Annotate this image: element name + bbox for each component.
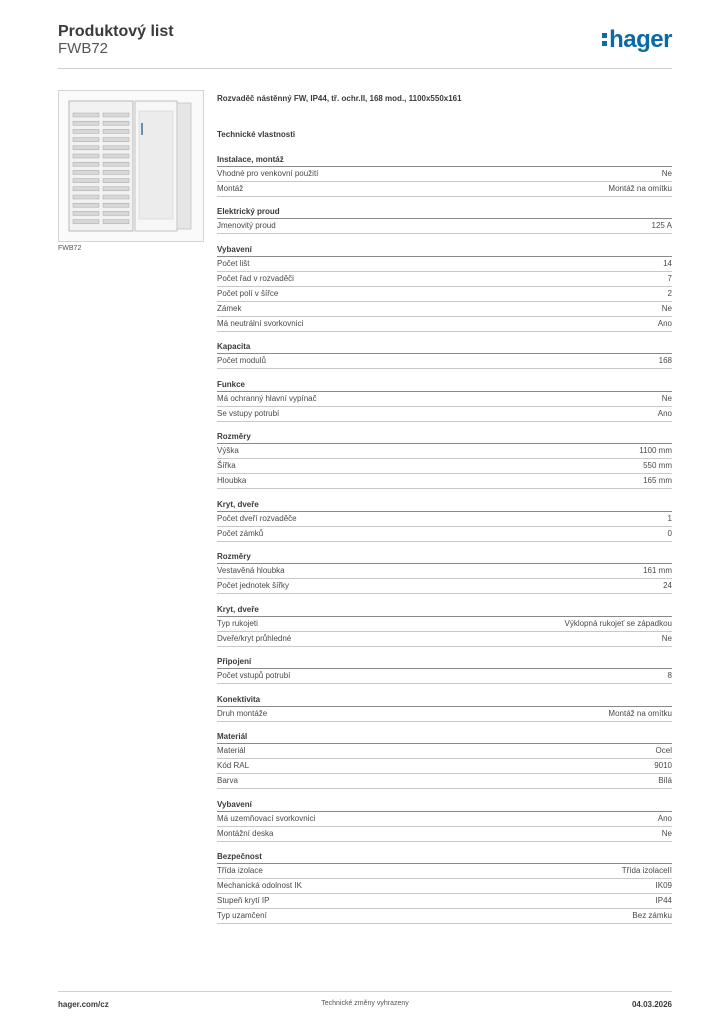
spec-value: 1100 mm <box>639 446 672 455</box>
din-rail <box>73 113 99 117</box>
spec-row <box>217 909 672 924</box>
spec-group-title: Rozměry <box>217 551 672 564</box>
spec-row <box>217 354 672 369</box>
spec-label: Typ uzamčení <box>217 911 267 920</box>
spec-label: Počet dveří rozvaděče <box>217 513 297 523</box>
spec-group-title: Funkce <box>217 379 672 392</box>
din-rail <box>103 211 129 215</box>
spec-label: Se vstupy potrubí <box>217 408 280 418</box>
spec-label: Počet vstupů potrubí <box>217 671 291 680</box>
spec-group-title: Kapacita <box>217 341 672 354</box>
spec-row <box>217 827 672 842</box>
din-rail <box>103 113 129 117</box>
page-footer <box>58 991 672 1012</box>
din-rail <box>73 220 99 224</box>
spec-label: Stupeň krytí IP <box>217 896 270 905</box>
spec-row <box>217 167 672 182</box>
spec-value: Bez zámku <box>632 911 672 920</box>
din-rail <box>73 195 99 199</box>
spec-value: 24 <box>663 581 672 590</box>
product-description: Rozvaděč nástěnný FW, IP44, tř. ochr.II, 168 mod., 1100x550x161 <box>217 94 462 103</box>
spec-row <box>217 669 672 684</box>
din-rail <box>103 187 129 191</box>
spec-label: Vestavěná hloubka <box>217 566 285 575</box>
spec-group <box>217 799 672 842</box>
spec-group <box>217 551 672 594</box>
spec-group-title: Instalace, montáž <box>217 154 672 167</box>
spec-value: IP44 <box>655 896 672 905</box>
spec-group-title: Připojení <box>217 656 672 669</box>
spec-value: 14 <box>663 258 672 268</box>
spec-value: IK09 <box>655 881 672 890</box>
spec-row <box>217 257 672 272</box>
spec-row <box>217 182 672 197</box>
spec-value: Montáž na omítku <box>608 708 672 718</box>
spec-group <box>217 499 672 542</box>
specifications <box>217 94 672 924</box>
din-rail <box>103 179 129 183</box>
din-rail <box>103 220 129 224</box>
distribution-board-icon <box>59 91 203 241</box>
spec-label: Má uzemňovací svorkovnici <box>217 813 316 823</box>
spec-value: 161 mm <box>643 566 672 575</box>
spec-value: Ne <box>661 633 672 643</box>
din-rail <box>103 121 129 125</box>
document-title: Produktový list <box>58 23 174 40</box>
spec-groups <box>217 154 672 925</box>
spec-group <box>217 154 672 197</box>
spec-row <box>217 707 672 722</box>
logo-text: hager <box>609 26 672 53</box>
spec-row <box>217 579 672 594</box>
product-image <box>58 90 204 242</box>
spec-group-title: Konektivita <box>217 694 672 707</box>
spec-row <box>217 272 672 287</box>
spec-row <box>217 632 672 647</box>
spec-value: 550 mm <box>643 461 672 470</box>
spec-group <box>217 604 672 647</box>
din-rail <box>73 203 99 207</box>
spec-value: 125 A <box>651 221 672 230</box>
spec-value: Ne <box>661 303 672 313</box>
spec-group <box>217 341 672 369</box>
spec-label: Počet řad v rozvaděči <box>217 273 294 283</box>
din-rail <box>73 121 99 125</box>
section-title-technical: Technické vlastnosti <box>217 130 296 139</box>
spec-group-title: Bezpečnost <box>217 851 672 864</box>
spec-value: Výklopná rukojeť se západkou <box>564 618 672 628</box>
spec-value: Bílá <box>658 776 672 785</box>
spec-label: Materiál <box>217 746 246 755</box>
spec-group-title: Materiál <box>217 731 672 744</box>
spec-row <box>217 774 672 789</box>
spec-value: 1 <box>667 513 672 523</box>
spec-label: Počet lišt <box>217 258 250 268</box>
spec-row <box>217 812 672 827</box>
spec-label: Počet modulů <box>217 356 266 365</box>
spec-value: Ocel <box>655 746 672 755</box>
din-rail <box>103 146 129 150</box>
spec-label: Třída izolace <box>217 866 263 875</box>
footer-notice: Technické změny vyhrazeny <box>321 1000 409 1007</box>
spec-label: Má ochranný hlavní vypínač <box>217 393 317 403</box>
spec-group <box>217 656 672 684</box>
spec-value: 9010 <box>654 761 672 770</box>
spec-value: 168 <box>658 356 672 365</box>
spec-group-title: Rozměry <box>217 431 672 444</box>
spec-group-title: Vybavení <box>217 244 672 257</box>
spec-row <box>217 317 672 332</box>
spec-row <box>217 219 672 234</box>
spec-row <box>217 564 672 579</box>
spec-value: Ano <box>657 813 672 823</box>
spec-value: Ano <box>657 408 672 418</box>
spec-row <box>217 512 672 527</box>
spec-label: Hloubka <box>217 476 247 485</box>
spec-label: Typ rukojeti <box>217 618 258 628</box>
page-header <box>58 20 672 69</box>
din-rail <box>103 203 129 207</box>
spec-label: Výška <box>217 446 239 455</box>
spec-group-title: Kryt, dveře <box>217 604 672 617</box>
spec-row <box>217 287 672 302</box>
spec-row <box>217 302 672 317</box>
spec-group <box>217 694 672 722</box>
spec-value: Montáž na omítku <box>608 183 672 193</box>
spec-group-title: Elektrický proud <box>217 206 672 219</box>
spec-value: Ne <box>661 168 672 178</box>
spec-group-title: Kryt, dveře <box>217 499 672 512</box>
din-rail <box>73 179 99 183</box>
spec-label: Mechanická odolnost IK <box>217 881 302 890</box>
spec-value: 2 <box>667 288 672 298</box>
spec-group <box>217 431 672 489</box>
spec-label: Počet polí v šířce <box>217 288 279 298</box>
spec-label: Vhodné pro venkovní použití <box>217 168 319 178</box>
din-rail <box>73 187 99 191</box>
spec-row <box>217 894 672 909</box>
din-rail <box>103 138 129 142</box>
spec-label: Počet jednotek šířky <box>217 581 290 590</box>
image-caption: FWB72 <box>58 245 82 252</box>
spec-row <box>217 864 672 879</box>
spec-row <box>217 444 672 459</box>
spec-label: Druh montáže <box>217 708 268 718</box>
spec-group <box>217 206 672 234</box>
din-rail <box>103 162 129 166</box>
spec-value: Ano <box>657 318 672 328</box>
din-rail <box>73 146 99 150</box>
din-rail <box>73 154 99 158</box>
spec-group <box>217 731 672 789</box>
spec-label: Barva <box>217 776 238 785</box>
footer-website[interactable]: hager.com/cz <box>58 1000 109 1009</box>
spec-row <box>217 744 672 759</box>
spec-group-title: Vybavení <box>217 799 672 812</box>
spec-value: Ne <box>661 393 672 403</box>
din-rail <box>73 162 99 166</box>
din-rail <box>103 154 129 158</box>
spec-group <box>217 379 672 422</box>
spec-label: Montážní deska <box>217 828 274 838</box>
spec-label: Jmenovitý proud <box>217 221 276 230</box>
spec-label: Zámek <box>217 303 242 313</box>
spec-label: Dveře/kryt průhledné <box>217 633 292 643</box>
din-rail <box>73 138 99 142</box>
spec-row <box>217 392 672 407</box>
spec-value: Třída izolaceII <box>621 866 672 875</box>
din-rail <box>73 170 99 174</box>
spec-label: Kód RAL <box>217 761 250 770</box>
din-rail <box>103 129 129 133</box>
din-rail <box>103 195 129 199</box>
spec-row <box>217 407 672 422</box>
spec-value: 0 <box>667 528 672 538</box>
spec-label: Počet zámků <box>217 528 264 538</box>
spec-label: Má neutrální svorkovnici <box>217 318 304 328</box>
product-code: FWB72 <box>58 40 109 57</box>
din-rail <box>73 211 99 215</box>
hager-logo <box>602 26 672 54</box>
spec-row <box>217 617 672 632</box>
spec-label: Šířka <box>217 461 236 470</box>
din-rail <box>103 170 129 174</box>
spec-value: 8 <box>667 671 672 680</box>
spec-row <box>217 459 672 474</box>
spec-row <box>217 527 672 542</box>
spec-group <box>217 244 672 332</box>
logo-mark-icon <box>602 29 608 47</box>
spec-group <box>217 851 672 924</box>
spec-value: 165 mm <box>643 476 672 485</box>
spec-value: Ne <box>661 828 672 838</box>
spec-label: Montáž <box>217 183 244 193</box>
spec-row <box>217 474 672 489</box>
spec-row <box>217 879 672 894</box>
spec-value: 7 <box>667 273 672 283</box>
footer-date: 04.03.2026 <box>631 1000 672 1009</box>
spec-row <box>217 759 672 774</box>
din-rail <box>73 129 99 133</box>
